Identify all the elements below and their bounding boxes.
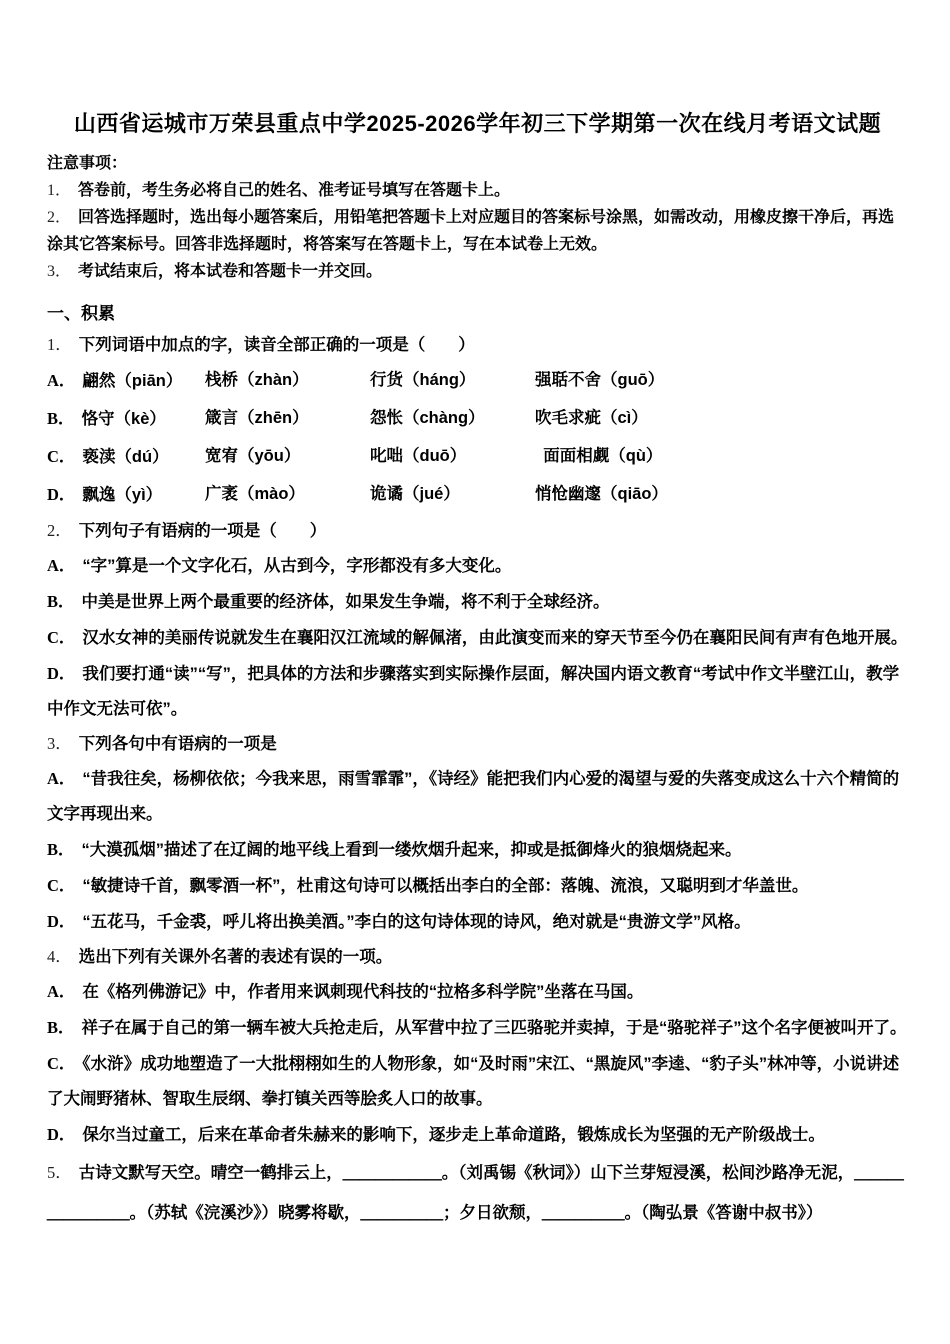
question-1-option-row-c [47,438,908,476]
notice-item-number: 1． [47,182,72,199]
option-letter: B． [47,592,75,611]
word-pinyin: 面面相觑（qù） [535,447,663,465]
question-4 [47,940,908,1153]
question-5 [47,1153,908,1233]
option-text: 《水浒》成功地塑造了一大批栩栩如生的人物形象，如“及时雨”宋江、“黑旋风”李逵、“豹子头”林冲等，小说讲述了大闹野猪林、智取生辰纲、拳打镇关西等脍炙人口的故事。 [47,1055,900,1108]
question-2-stem [47,514,908,548]
notice-item [47,177,908,204]
question-4-option-d [47,1117,908,1153]
question-stem-text: 选出下列有关课外名著的表述有误的一项。 [78,948,393,966]
question-2-option-c [47,620,908,656]
option-text: 祥子在属于自己的第一辆车被大兵抢走后，从军营中拉了三匹骆驼并卖掉，于是“骆驼祥子”这个名字便被叫开了。 [81,1019,907,1037]
word-pinyin: 诡谲（jué） [370,485,460,503]
question-4-stem [47,940,908,974]
word-pinyin: 行货（háng） [370,371,476,389]
option-letter: A． [47,371,76,390]
word-pinyin: 广袤（mào） [205,485,305,503]
page-title: 山西省运城市万荣县重点中学2025-2026学年初三下学期第一次在线月考语文试题 [73,111,882,136]
question-1-option-row-d [47,476,908,514]
question-4-option-c [47,1046,908,1117]
notice-section [47,150,908,285]
option-text: “字”算是一个文字化石，从古到今，字形都没有多大变化。 [82,557,512,575]
option-letter: C． [47,628,76,647]
option-text: “大漠孤烟”描述了在辽阔的地平线上看到一缕炊烟升起来，抑或是抵御烽火的狼烟烧起来。 [81,841,742,859]
question-1-option-row-b [47,400,908,438]
word-pinyin: 恪守（kè） [81,410,166,428]
option-letter: D． [47,912,76,931]
question-number: 5． [47,1163,72,1182]
question-stem-text: 下列句子有语病的一项是（ ） [78,522,327,540]
option-d [47,476,205,514]
word-pinyin: 悄怆幽邃（qiāo） [535,485,668,503]
option-letter: B． [47,840,75,859]
notice-item-number: 3． [47,263,72,280]
dictation-text-with-blanks: 古诗文默写天空。晴空一鹤排云上，＿＿＿＿＿＿。（刘禹锡《秋词》）山下兰芽短浸溪，松间沙路净无泥，＿＿＿＿＿＿＿＿。（苏轼《浣溪沙》）晓雾将歇，＿＿＿＿＿；夕日欲颓，＿＿＿＿＿。（陶弘景《答谢中叔书》） [47,1164,904,1222]
option-letter: A． [47,769,76,788]
option-letter: D． [47,1125,76,1144]
notice-item-text: 考试结束后，将本试卷和答题卡一并交回。 [78,263,383,280]
option-letter: D． [47,485,76,504]
word-pinyin: 强聒不舍（guō） [535,371,665,389]
word-pinyin: 亵渎（dú） [82,448,169,466]
notice-item-number: 2． [47,209,72,226]
question-2-option-a [47,548,908,584]
question-3-stem [47,727,908,761]
question-1-option-row-a [47,362,908,400]
option-text: 汉水女神的美丽传说就发生在襄阳汉江流域的解佩渚，由此演变而来的穿天节至今仍在襄阳民间有声有色地开展。 [82,629,908,647]
option-c [47,438,205,476]
word-pinyin: 宽宥（yōu） [205,447,301,465]
question-4-option-a [47,974,908,1010]
option-letter: A． [47,982,76,1001]
notice-item [47,204,908,258]
option-letter: C． [47,447,76,466]
question-3-option-a [47,761,908,832]
option-text: 我们要打通“读”“写”，把具体的方法和步骤落实到实际操作层面，解决国内语文教育“考试中作文半壁江山，教学中作文无法可依”。 [47,665,900,718]
option-text: 中美是世界上两个最重要的经济体，如果发生争端，将不利于全球经济。 [81,593,610,611]
notice-item-text: 回答选择题时，选出每小题答案后，用铅笔把答题卡上对应题目的答案标号涂黑，如需改动，用橡皮擦干净后，再选涂其它答案标号。回答非选择题时，将答案写在答题卡上，写在本试卷上无效。 [47,209,895,253]
section-header-accumulation: 一、积累 [47,304,115,323]
question-3-option-b [47,832,908,868]
notice-item [47,258,908,285]
question-number: 3． [47,734,72,753]
option-text: “敏捷诗千首，飘零酒一杯”，杜甫这句诗可以概括出李白的全部：落魄、流浪，又聪明到才华盖世。 [82,877,809,895]
option-letter: C． [47,876,76,895]
question-1 [47,328,908,514]
option-letter: A． [47,556,76,575]
option-letter: D． [47,664,76,683]
word-pinyin: 怨怅（chàng） [370,409,485,427]
option-letter: B． [47,409,75,428]
option-text: 保尔当过童工，后来在革命者朱赫来的影响下，逐步走上革命道路，锻炼成长为坚强的无产阶级战士。 [82,1126,825,1144]
word-pinyin: 叱咄（duō） [370,447,467,465]
question-3 [47,727,908,940]
word-pinyin: 栈桥（zhàn） [205,371,309,389]
question-3-option-d [47,904,908,940]
question-stem-text: 下列词语中加点的字，读音全部正确的一项是（ ） [78,336,475,354]
question-stem-text: 下列各句中有语病的一项是 [78,735,277,753]
option-b [47,400,205,438]
word-pinyin: 箴言（zhēn） [205,409,309,427]
question-2 [47,514,908,727]
question-3-option-c [47,868,908,904]
notice-item-text: 答卷前，考生务必将自己的姓名、准考证号填写在答题卡上。 [78,182,511,199]
word-pinyin: 翩然（piān） [82,372,183,390]
word-pinyin: 飘逸（yì） [82,486,163,504]
question-number: 2． [47,521,72,540]
question-2-option-b [47,584,908,620]
option-text: “昔我往矣，杨柳依依；今我来思，雨雪霏霏”，《诗经》能把我们内心爱的渴望与爱的失落变成这么十六个精简的文字再现出来。 [47,770,900,823]
option-text: “五花马，千金裘，呼儿将出换美酒。”李白的这句诗体现的诗风，绝对就是“贵游文学”风格。 [82,913,751,931]
option-letter: B． [47,1018,75,1037]
question-number: 1． [47,335,72,354]
option-text: 在《格列佛游记》中，作者用来讽刺现代科技的“拉格多科学院”坐落在马国。 [82,983,644,1001]
word-pinyin: 吹毛求疵（cì） [535,409,648,427]
question-2-option-d [47,656,908,727]
notice-header: 注意事项： [47,155,128,172]
option-a [47,362,205,400]
question-number: 4． [47,947,72,966]
question-4-option-b [47,1010,908,1046]
question-1-stem [47,328,908,362]
option-letter: C． [47,1054,76,1073]
question-5-text [47,1153,908,1233]
